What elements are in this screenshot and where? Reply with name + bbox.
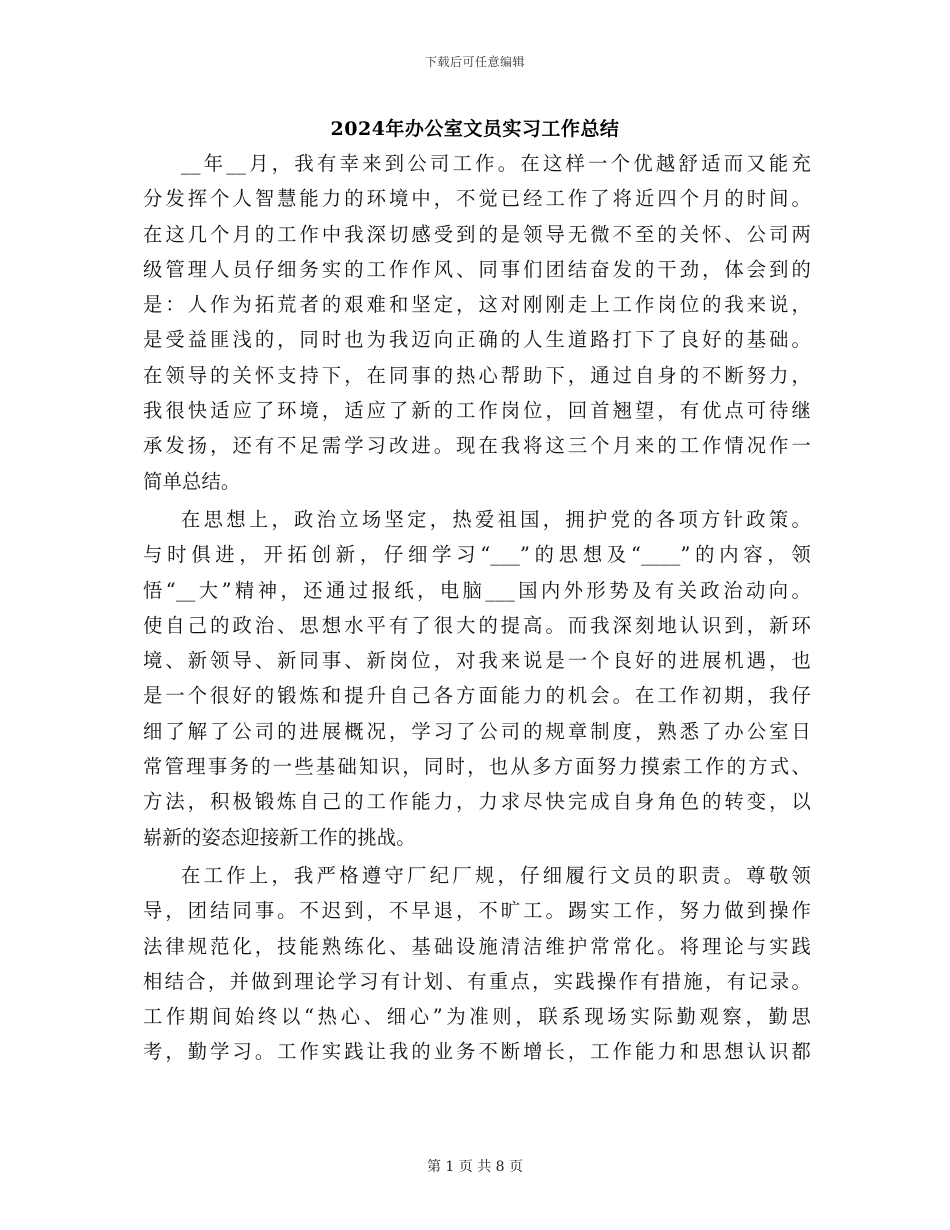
paragraph	[143, 858, 811, 1070]
text-line: 是：人作为拓荒者的艰难和坚定，这对刚刚走上工作岗位的我来说，	[143, 293, 811, 317]
text-line: 悟“__大”精神，还通过报纸，电脑___国内外形势及有关政治动向。	[143, 578, 811, 602]
page-indicator: 第 1 页 共 8 页	[426, 1159, 524, 1175]
document-body	[143, 146, 811, 1070]
header-note: 下载后可任意编辑	[424, 55, 525, 69]
text-line: 在这几个月的工作中我深切感受到的是领导无微不至的关怀、公司两	[143, 222, 811, 246]
text-line: 分发挥个人智慧能力的环境中，不觉已经工作了将近四个月的时间。	[143, 187, 811, 211]
paragraph	[143, 146, 811, 499]
text-line: 在思想上，政治立场坚定，热爱祖国，拥护党的各项方针政策。	[181, 507, 811, 531]
text-line: 在工作上，我严格遵守厂纪厂规，仔细履行文员的职责。尊敬领	[181, 863, 811, 887]
document-title: 2024年办公室文员实习工作总结	[330, 118, 620, 140]
text-line: 崭新的姿态迎接新工作的挑战。	[143, 825, 416, 849]
text-line: 导，团结同事。不迟到，不早退，不旷工。踢实工作，努力做到操作	[143, 899, 811, 923]
text-line: 常管理事务的一些基础知识，同时，也从多方面努力摸索工作的方式、	[143, 755, 811, 779]
text-line: 与时俱进，开拓创新，仔细学习“___”的思想及“____”的内容，领	[143, 543, 811, 567]
text-line: 在领导的关怀支持下，在同事的热心帮助下，通过自身的不断努力，	[143, 363, 811, 387]
text-line: 考，勤学习。工作实践让我的业务不断增长，工作能力和思想认识都	[143, 1040, 811, 1064]
text-line: 境、新领导、新同事、新岗位，对我来说是一个良好的进展机遇，也	[143, 649, 811, 673]
text-line: 我很快适应了环境，适应了新的工作岗位，回首翘望，有优点可待继	[143, 399, 811, 423]
text-line: 相结合，并做到理论学习有计划、有重点，实践操作有措施，有记录。	[143, 969, 811, 993]
text-line: 承发扬，还有不足需学习改进。现在我将这三个月来的工作情况作一	[143, 434, 811, 458]
text-line: 工作期间始终以“热心、细心”为准则，联系现场实际勤观察，勤思	[143, 1005, 811, 1029]
text-line: 简单总结。	[143, 469, 241, 493]
text-line: 级管理人员仔细务实的工作作风、同事们团结奋发的干劲，体会到的	[143, 257, 811, 281]
paragraph	[143, 502, 811, 855]
text-line: 细了解了公司的进展概况，学习了公司的规章制度，熟悉了办公室日	[143, 719, 811, 743]
text-line: 法律规范化，技能熟练化、基础设施清洁维护常常化。将理论与实践	[143, 934, 811, 958]
text-line: 方法，积极锻炼自己的工作能力，力求尽快完成自身角色的转变，以	[143, 790, 811, 814]
text-line: 是一个很好的锻炼和提升自己各方面能力的机会。在工作初期，我仔	[143, 684, 811, 708]
text-line: 使自己的政治、思想水平有了很大的提高。而我深刻地认识到，新环	[143, 613, 811, 637]
text-line: 是受益匪浅的，同时也为我迈向正确的人生道路打下了良好的基础。	[143, 328, 811, 352]
text-line: __年__月，我有幸来到公司工作。在这样一个优越舒适而又能充	[181, 152, 811, 175]
